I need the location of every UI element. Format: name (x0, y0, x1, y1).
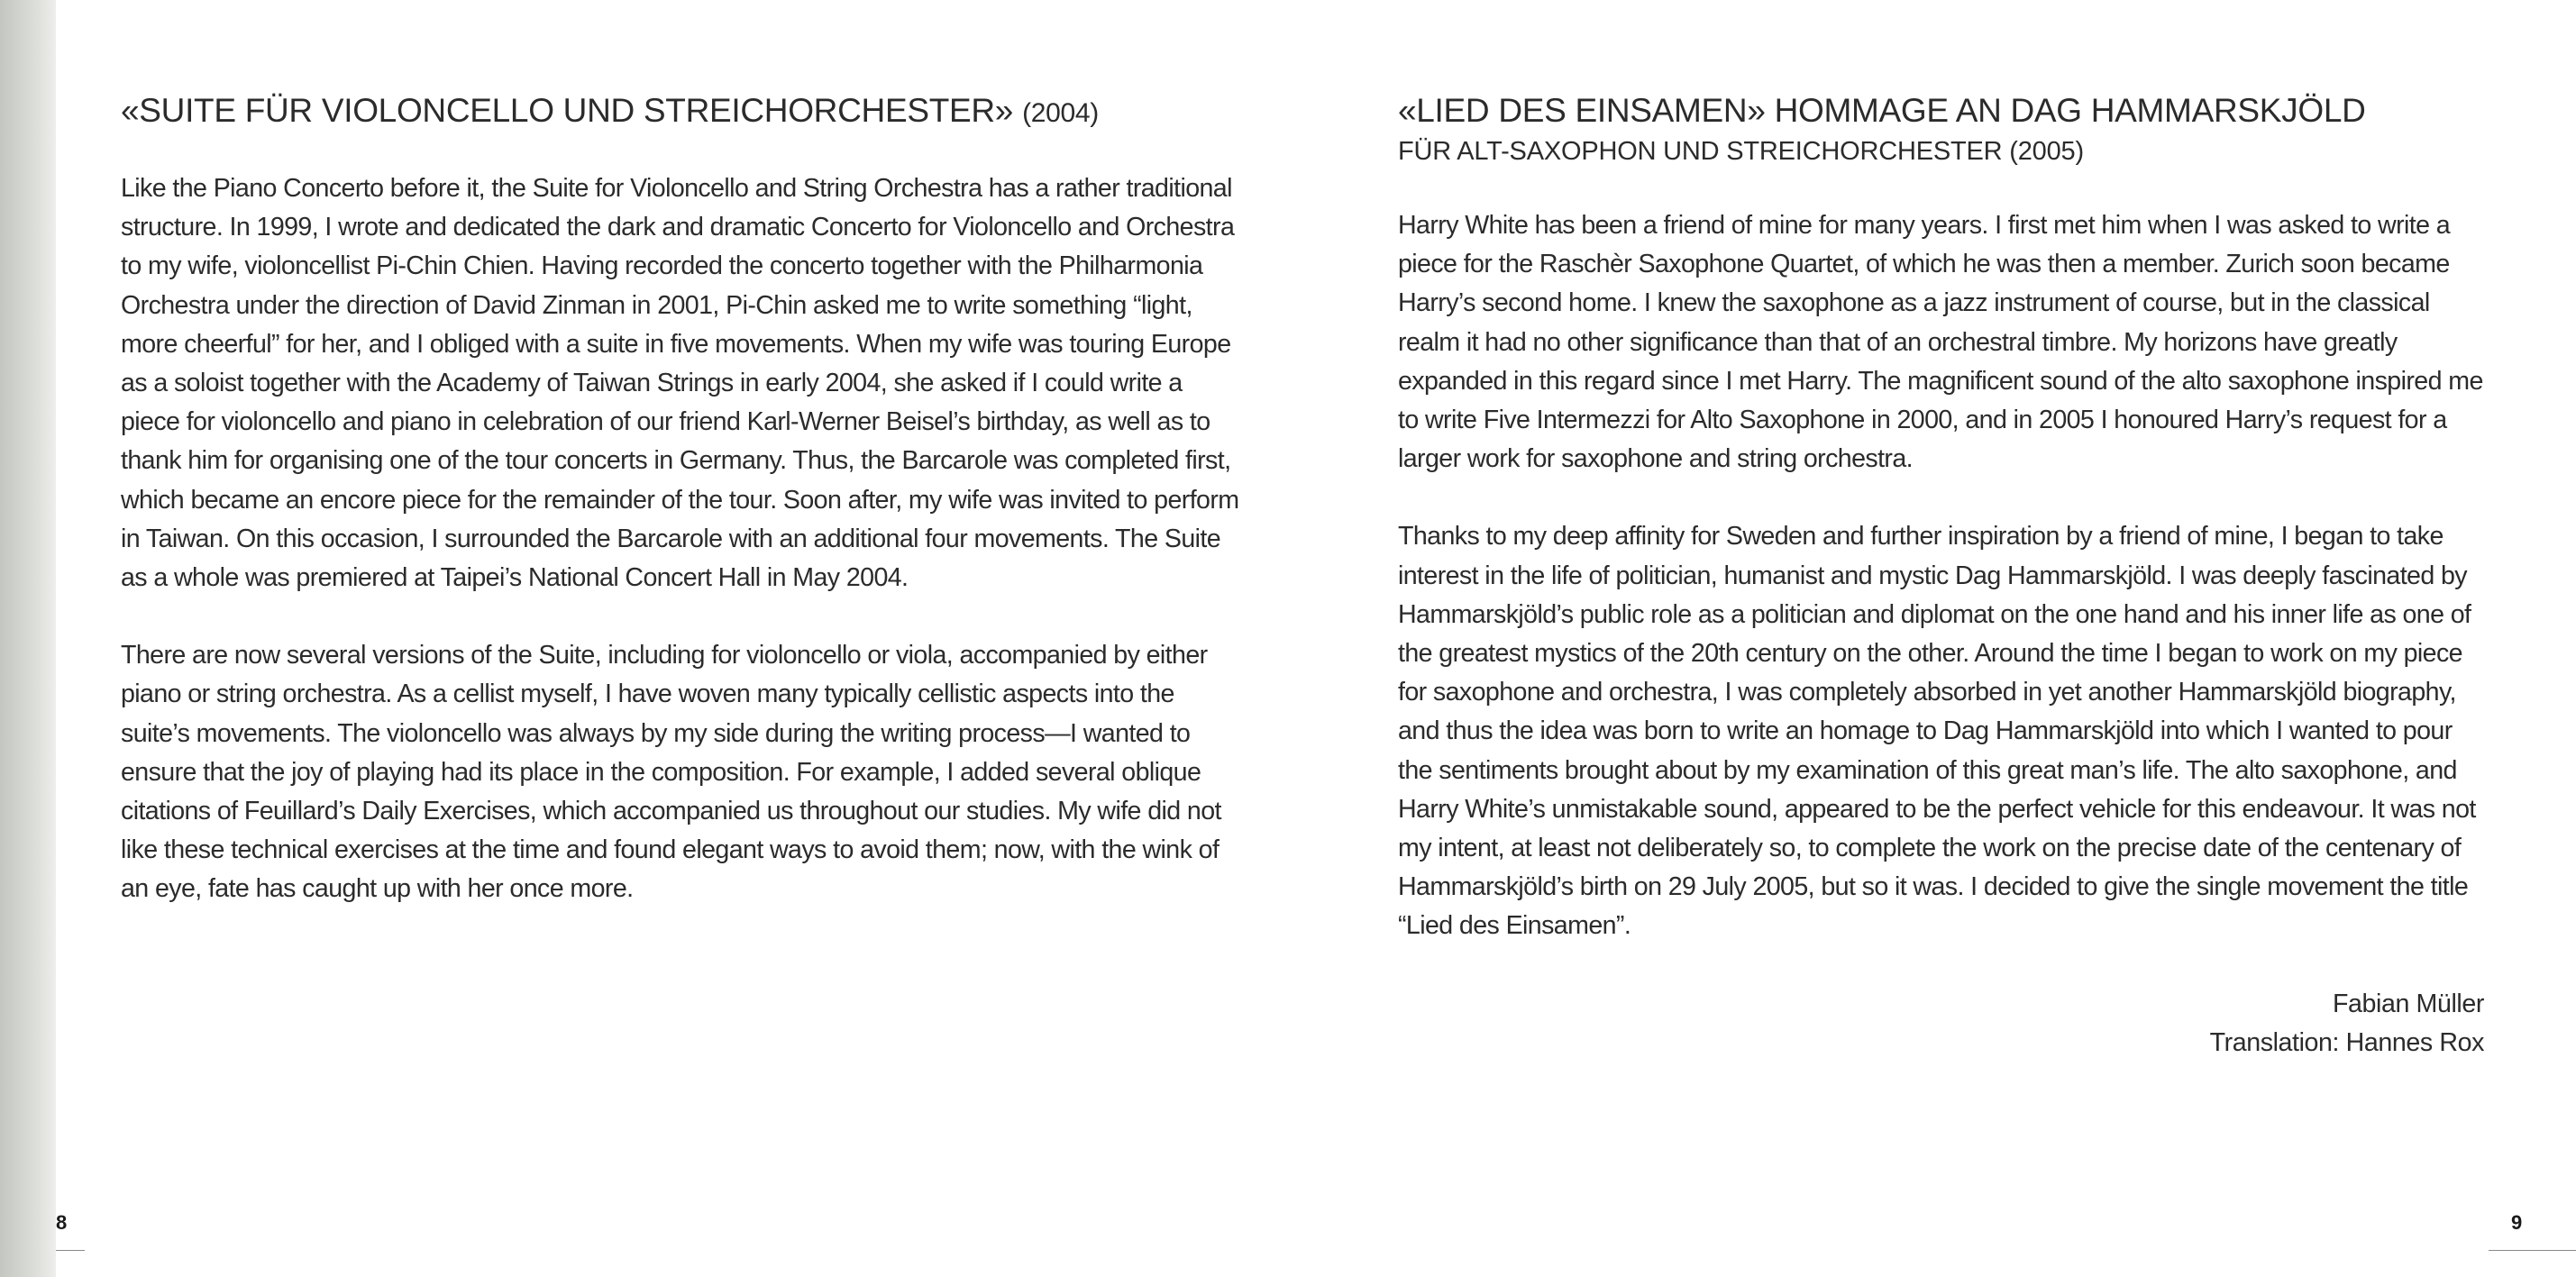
suite-year: (2004) (1022, 98, 1099, 128)
suite-paragraph-2: There are now several versions of the Suite, including for violoncello or viola, accompanied by either piano or string orchestra. As a cellist myself, I have woven many typically cellistic aspects into the suite’s movements. The violoncello was always by my side during the writing process—I wanted to ensure that the joy of playing had its place in the composition. For example, I added several oblique citations of Feuillard’s Daily Exercises, which accompanied us throughout our studies. My wife did not like these technical exercises at the time and found elegant ways to avoid them; now, with the wink of an eye, fate has caught up with her once more. (121, 641, 1221, 904)
suite-heading (121, 88, 1247, 136)
page-number-left: 8 (56, 1211, 68, 1234)
left-page-text-column (121, 88, 1247, 909)
lied-heading: «LIED DES EINSAMEN» HOMMAGE AN DAG HAMMARSKJÖLD (1398, 92, 2366, 129)
footer-rule-right (2489, 1250, 2576, 1251)
translator-credit: Translation: Hannes Rox (2209, 1027, 2484, 1057)
lied-paragraph-1: Harry White has been a friend of mine for many years. I first met him when I was asked to write a piece for the Raschèr Saxophone Quartet, of which he was then a member. Zurich soon became Harry’s second home. I knew the saxophone as a jazz instrument of course, but in the classical realm it had no other significance than that of an orchestral timbre. My horizons have greatly expanded in this regard since I met Harry. The magnificent sound of the alto saxophone inspired me to write Five Intermezzi for Alto Saxophone in 2000, and in 2005 I honoured Harry’s request for a larger work for saxophone and string orchestra. (1398, 211, 2483, 474)
book-spine-shadow (0, 0, 56, 1277)
lied-subheading: FÜR ALT-SAXOPHON UND STREICHORCHESTER (2005) (1398, 137, 2084, 166)
lied-paragraph-2: Thanks to my deep affinity for Sweden and further inspiration by a friend of mine, I began to take interest in the life of politician, humanist and mystic Dag Hammarskjöld. I was deeply fascinated by Hammarskjöld’s public role as a politician and diplomat on the one hand and his inner life as one of the greatest mystics of the 20th century on the other. Around the time I began to work on my piece for saxophone and orchestra, I was completely absorbed in yet another Hammarskjöld biography, and thus the idea was born to write an homage to Dag Hammarskjöld into which I wanted to pour the sentiments brought about by my examination of this great man’s life. The alto saxophone, and Harry White’s unmistakable sound, appeared to be the perfect vehicle for this endeavour. It was not my intent, at least not deliberately so, to complete the work on the precise date of the centenary of Hammarskjöld’s birth on 29 July 2005, but so it was. I decided to give the single movement the title “Lied des Einsamen”. (1398, 522, 2476, 941)
suite-title: «SUITE FÜR VIOLONCELLO UND STREICHORCHESTER» (121, 92, 1014, 129)
signature-block (1398, 985, 2484, 1063)
suite-paragraph-1: Like the Piano Concerto before it, the Suite for Violoncello and String Orchestra has a rather traditional structure. In 1999, I wrote and dedicated the dark and dramatic Concerto for Violoncello and Orchestra to my wife, violoncellist Pi-Chin Chien. Having recorded the concerto together with the Philharmonia Orchestra under the direction of David Zinman in 2001, Pi-Chin asked me to write something “light, more cheerful” for her, and I obliged with a suite in five movements. When my wife was touring Europe as a soloist together with the Academy of Taiwan Strings in early 2004, she asked if I could write a piece for violoncello and piano in celebration of our friend Karl-Werner Beisel’s birthday, as well as to thank him for organising one of the tour concerts in Germany. Thus, the Barcarole was completed first, which became an encore piece for the remainder of the tour. Soon after, my wife was invited to perform in Taiwan. On this occasion, I surrounded the Barcarole with an additional four movements. The Suite as a whole was premiered at Taipei’s National Concert Hall in May 2004. (121, 174, 1239, 593)
left-page (56, 0, 1288, 1277)
footer-rule-left (56, 1250, 85, 1251)
page-number-right: 9 (2511, 1211, 2523, 1234)
author-name: Fabian Müller (2332, 989, 2484, 1018)
right-page-text-column (1398, 88, 2484, 1063)
right-page (1288, 0, 2576, 1277)
